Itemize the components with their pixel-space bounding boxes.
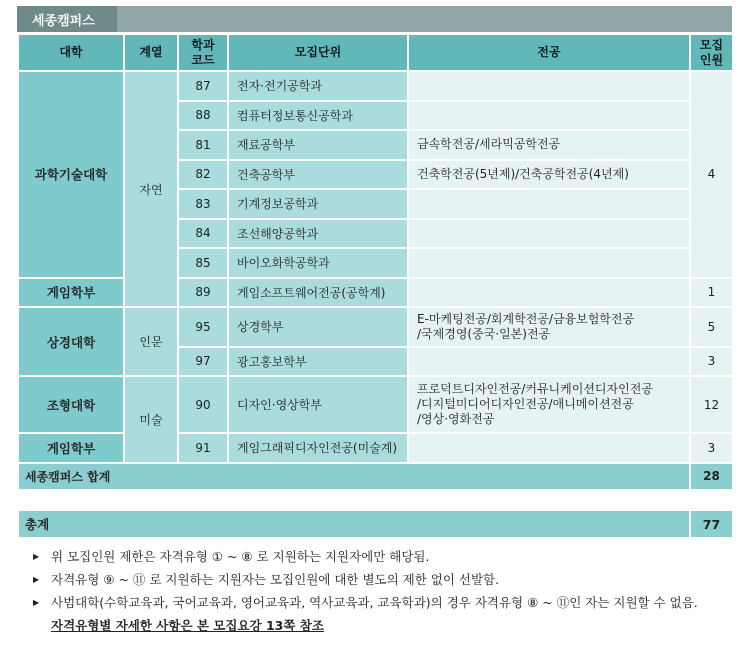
univ-game-1: 게임학부 <box>18 278 124 308</box>
note-text: 위 모집인원 제한은 자격유형 ① ~ ⑧ 로 지원하는 지원자에만 해당됨. <box>51 549 430 564</box>
header-univ: 대학 <box>18 34 124 71</box>
major-cell <box>408 347 690 377</box>
count-cell: 1 <box>690 278 733 308</box>
note-item <box>33 548 743 571</box>
count-cell: 3 <box>690 433 733 463</box>
header-count-line2: 인원 <box>699 52 724 67</box>
field-nature: 자연 <box>124 71 178 307</box>
grand-total-label: 총계 <box>18 510 690 538</box>
code-cell: 97 <box>178 347 228 377</box>
triangle-bullet-icon: ▶ <box>33 575 40 584</box>
unit-cell: 건축공학부 <box>228 160 408 190</box>
field-art: 미술 <box>124 376 178 463</box>
major-line: 프로덕트디자인전공/커뮤니케이션디자인전공 <box>417 382 653 396</box>
table-row <box>18 307 733 347</box>
note-item <box>33 571 743 594</box>
univ-game-2: 게임학부 <box>18 433 124 463</box>
grand-total-table <box>17 509 734 539</box>
field-humanities: 인문 <box>124 307 178 376</box>
triangle-bullet-icon: ▶ <box>33 598 40 607</box>
code-cell: 88 <box>178 101 228 131</box>
count-cell: 5 <box>690 307 733 347</box>
campus-title-bar <box>17 6 732 32</box>
unit-cell: 바이오화학공학과 <box>228 248 408 278</box>
header-count <box>690 34 733 71</box>
unit-cell: 기계정보공학과 <box>228 189 408 219</box>
unit-cell: 전자·전기공학과 <box>228 71 408 101</box>
grand-total-row <box>18 510 733 538</box>
major-cell: 금속학전공/세라믹공학전공 <box>408 130 690 160</box>
major-cell <box>408 307 690 347</box>
major-line: /국제경영(중국·일본)전공 <box>417 326 551 341</box>
univ-sci-tech: 과학기술대학 <box>18 71 124 278</box>
reference-text: 자격유형별 자세한 사항은 본 모집요강 13쪽 참조 <box>51 618 324 633</box>
code-cell: 82 <box>178 160 228 190</box>
unit-cell: 재료공학부 <box>228 130 408 160</box>
grand-total-value: 77 <box>690 510 733 538</box>
major-line: /디지털미디어디자인전공/애니메이션전공 <box>417 397 634 411</box>
code-cell: 81 <box>178 130 228 160</box>
unit-cell: 조선해양공학과 <box>228 219 408 249</box>
unit-cell: 광고홍보학부 <box>228 347 408 377</box>
major-cell <box>408 376 690 433</box>
note-text: 자격유형 ⑨ ~ ⑪ 로 지원하는 지원자는 모집인원에 대한 별도의 제한 없이 선발함. <box>51 572 500 587</box>
unit-cell: 컴퓨터정보통신공학과 <box>228 101 408 131</box>
major-cell <box>408 248 690 278</box>
code-cell: 87 <box>178 71 228 101</box>
code-cell: 84 <box>178 219 228 249</box>
note-item <box>33 594 743 617</box>
major-line: /영상·영화전공 <box>417 412 495 426</box>
major-cell <box>408 433 690 463</box>
code-cell: 83 <box>178 189 228 219</box>
header-code <box>178 34 228 71</box>
campus-title: 세종캠퍼스 <box>32 14 95 29</box>
count-sci-tech: 4 <box>690 71 733 278</box>
header-field: 계열 <box>124 34 178 71</box>
header-row <box>18 34 733 71</box>
major-cell <box>408 71 690 101</box>
major-cell <box>408 189 690 219</box>
unit-cell: 디자인·영상학부 <box>228 376 408 433</box>
univ-business: 상경대학 <box>18 307 124 376</box>
header-major: 전공 <box>408 34 690 71</box>
major-cell <box>408 278 690 308</box>
header-code-line1: 학과 <box>191 37 215 52</box>
header-code-line2: 코드 <box>191 52 215 67</box>
header-unit: 모집단위 <box>228 34 408 71</box>
unit-cell: 상경학부 <box>228 307 408 347</box>
code-cell: 85 <box>178 248 228 278</box>
count-cell: 3 <box>690 347 733 377</box>
count-cell: 12 <box>690 376 733 433</box>
campus-total-row <box>18 463 733 490</box>
code-cell: 91 <box>178 433 228 463</box>
univ-design: 조형대학 <box>18 376 124 433</box>
major-cell: 건축학전공(5년제)/건축공학전공(4년제) <box>408 160 690 190</box>
campus-total-label: 세종캠퍼스 합계 <box>18 463 690 490</box>
major-cell <box>408 101 690 131</box>
unit-cell: 게임그래픽디자인전공(미술계) <box>228 433 408 463</box>
note-text: 사범대학(수학교육과, 국어교육과, 영어교육과, 역사교육과, 교육학과)의 경우 자격유형 ⑧ ~ ⑪인 자는 지원할 수 없음. <box>51 595 698 610</box>
code-cell: 89 <box>178 278 228 308</box>
triangle-bullet-icon: ▶ <box>33 552 40 561</box>
unit-cell: 게임소프트웨어전공(공학계) <box>228 278 408 308</box>
notes-list <box>33 548 743 637</box>
table-row <box>18 71 733 101</box>
admission-table <box>17 33 734 491</box>
table-row <box>18 376 733 433</box>
code-cell: 95 <box>178 307 228 347</box>
header-count-line1: 모집 <box>699 37 724 52</box>
campus-total-value: 28 <box>690 463 733 490</box>
major-line: E-마케팅전공/회계학전공/금융보험학전공 <box>417 311 635 326</box>
code-cell: 90 <box>178 376 228 433</box>
reference-line <box>33 617 743 637</box>
major-cell <box>408 219 690 249</box>
